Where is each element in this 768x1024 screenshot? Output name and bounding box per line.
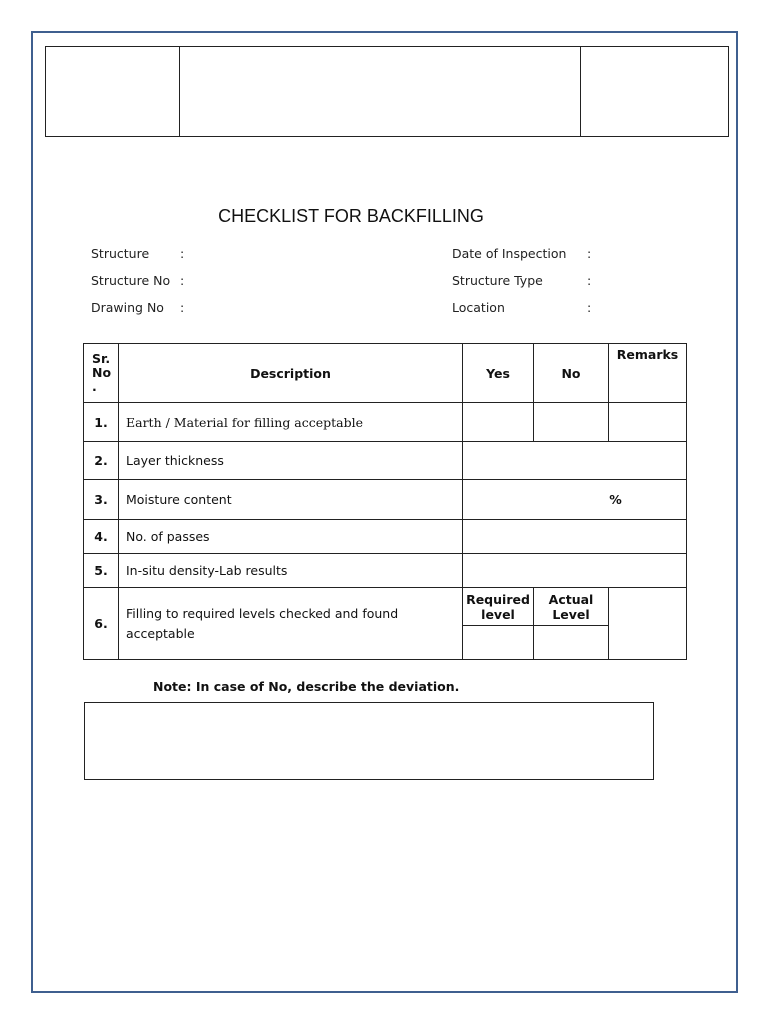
table-row [84,588,687,626]
field-separator: : [180,273,185,288]
field-separator: : [180,246,185,261]
moisture-value-cell[interactable]: % [463,480,687,520]
value-cell[interactable] [463,520,687,554]
field-label: Structure No [91,273,171,288]
deviation-note: Note: In case of No, describe the deviation. [153,679,460,694]
row-sr: 2. [84,442,119,480]
header-description: Description [119,344,463,403]
row-description: Layer thickness [119,442,463,480]
header-title-cell [180,47,581,136]
actual-level-header: Actual Level [534,588,609,626]
row-sr: 4. [84,520,119,554]
table-header-row [84,344,687,403]
header-no: No [534,344,609,403]
actual-level-cell[interactable] [534,626,609,660]
field-label: Date of Inspection [452,246,567,261]
header-logo-cell [46,47,180,136]
table-row [84,442,687,480]
value-cell[interactable] [463,554,687,588]
row-description: Filling to required levels checked and found acceptable [119,588,463,660]
table-row [84,480,687,520]
no-cell[interactable] [534,403,609,442]
value-cell[interactable] [463,442,687,480]
row-description: Moisture content [119,480,463,520]
remarks-cell[interactable] [609,403,687,442]
required-level-cell[interactable] [463,626,534,660]
row-sr: 3. [84,480,119,520]
table-row [84,554,687,588]
row-description: No. of passes [119,520,463,554]
row-description: Earth / Material for filling acceptable [119,403,463,442]
header-box [45,46,729,137]
row-sr: 5. [84,554,119,588]
remarks-cell[interactable] [609,588,687,660]
row-description: In-situ density-Lab results [119,554,463,588]
document-title: CHECKLIST FOR BACKFILLING [218,206,484,226]
row-sr: 6. [84,588,119,660]
field-label: Structure Type [452,273,543,288]
table-row [84,403,687,442]
row-sr: 1. [84,403,119,442]
header-yes: Yes [463,344,534,403]
field-label: Location [452,300,505,315]
field-separator: : [587,300,592,315]
header-sr-no: Sr. No . [84,344,119,403]
yes-cell[interactable] [463,403,534,442]
field-separator: : [587,273,592,288]
field-separator: : [587,246,592,261]
field-label: Drawing No [91,300,164,315]
required-level-header: Required level [463,588,534,626]
field-separator: : [180,300,185,315]
header-remarks: Remarks [609,344,687,403]
header-ref-cell [581,47,728,136]
field-label: Structure [91,246,150,261]
table-row [84,520,687,554]
deviation-box[interactable] [84,702,654,780]
checklist-table [83,343,687,660]
